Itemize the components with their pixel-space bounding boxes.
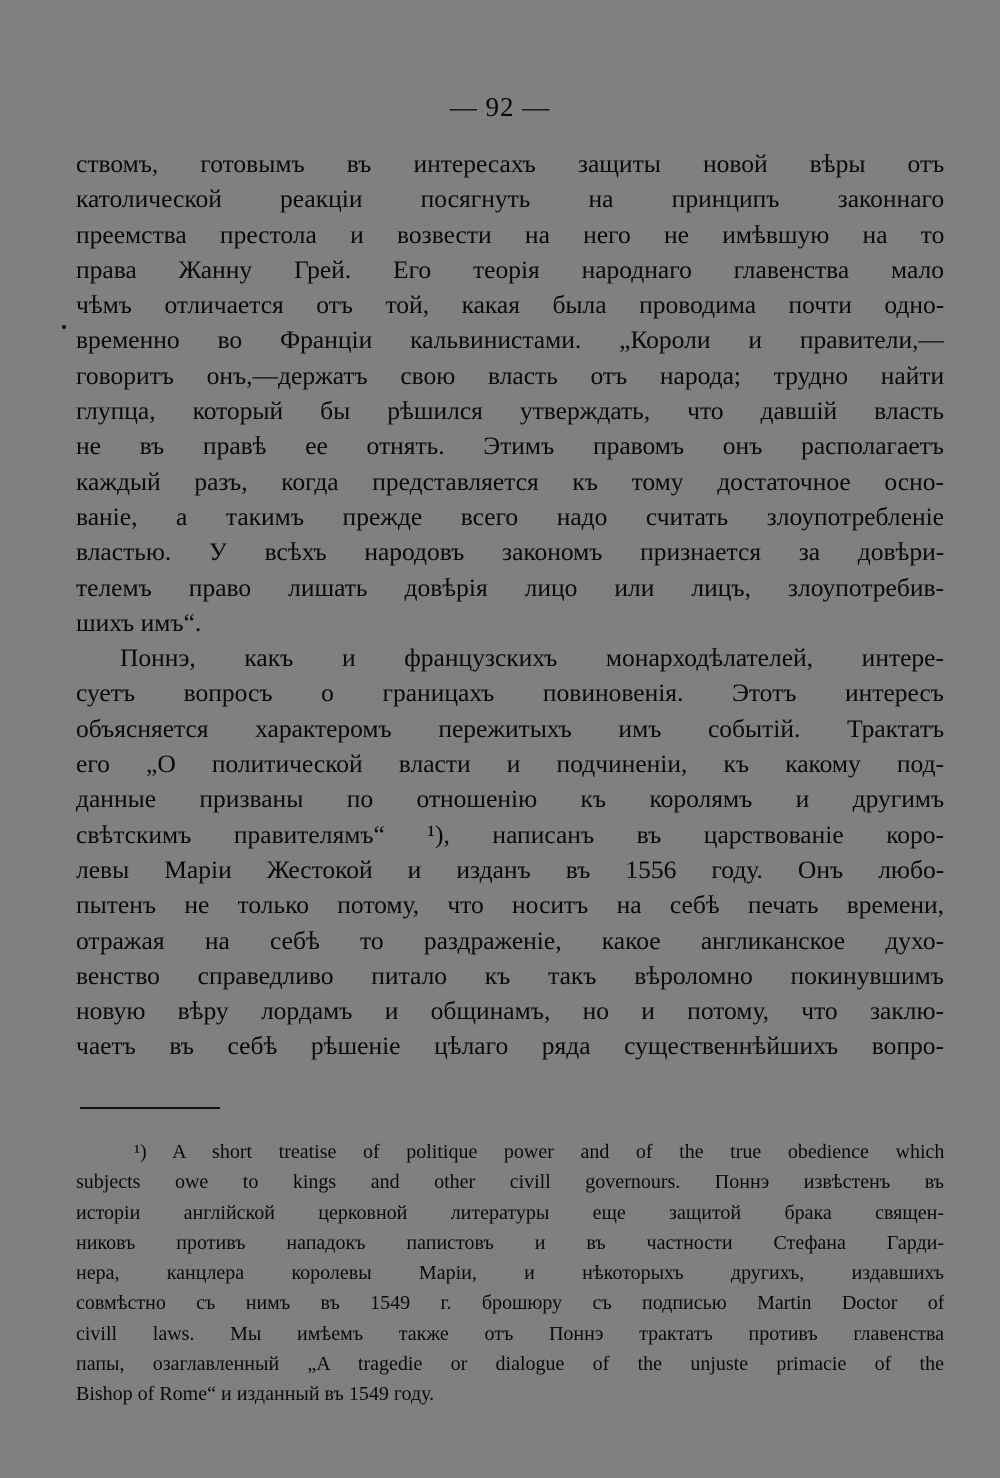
text-line: каждый разъ, когда представляется къ тому достаточное осно- <box>76 466 944 496</box>
text-line: новую вѣру лордамъ и общинамъ, но и потому, что заклю- <box>76 996 944 1026</box>
text-line: свѣтскимъ правителямъ“ ¹), написанъ въ царствованіе коро- <box>76 819 944 849</box>
text-line: властью. У всѣхъ народовъ закономъ признается за довѣри- <box>76 537 944 567</box>
text-line: католической реакціи посягнуть на принципъ законнаго <box>76 184 944 214</box>
footnote-line: civill laws. Мы имѣемъ также отъ Поннэ трактатъ противъ главенства <box>76 1322 944 1345</box>
text-line: суетъ вопросъ о границахъ повиновенія. Этотъ интересъ <box>76 678 944 708</box>
text-line: левы Маріи Жестокой и изданъ въ 1556 году. Онъ любо- <box>76 854 944 884</box>
ink-speck <box>62 325 66 329</box>
text-line: ствомъ, готовымъ въ интересахъ защиты новой вѣры отъ <box>76 149 944 178</box>
text-line: говоритъ онъ,—держатъ свою власть отъ народа; трудно найти <box>76 360 944 390</box>
footnote-line: папы, озаглавленный „A tragedie or dialogue of the unjuste primacie of the <box>76 1353 944 1376</box>
paragraph-2 <box>76 640 944 1064</box>
text-line: глупца, который бы рѣшился утверждать, что давшій власть <box>76 396 944 426</box>
text-line: ваніе, а такимъ прежде всего надо считать злоупотребленіе <box>76 501 944 531</box>
main-text <box>76 146 944 1064</box>
footnote-line: subjects owe to kings and other civill governours. Поннэ извѣстенъ въ <box>76 1171 944 1194</box>
text-line: венство справедливо питало къ такъ вѣроломно покинувшимъ <box>76 960 944 990</box>
text-line: не въ правѣ ее отнять. Этимъ правомъ онъ располагаетъ <box>76 431 944 461</box>
text-line: шихъ имъ“. <box>76 607 202 637</box>
page-number: — 92 — <box>449 92 551 122</box>
text-line: преемства престола и возвести на него не имѣвшую на то <box>76 219 944 249</box>
paragraph-1 <box>76 146 944 640</box>
text-line: данные призваны по отношенію къ королямъ и другимъ <box>76 784 944 814</box>
footnote-line: Bishop of Rome“ и изданный въ 1549 году. <box>76 1383 435 1406</box>
footnote-line: ¹) A short treatise of politique power and of the true obedience which <box>134 1141 944 1163</box>
footnote-line: совмѣстно съ нимъ въ 1549 г. брошюру съ подписью Martin Doctor of <box>76 1292 944 1315</box>
text-line: пытенъ не только потому, что носитъ на себѣ печать времени, <box>76 890 944 920</box>
text-line: отражая на себѣ то раздраженіе, какое англиканское духо- <box>76 925 944 955</box>
text-line: Поннэ, какъ и французскихъ монарходѣлателей, интере- <box>120 643 944 673</box>
text-line: его „О политической власти и подчиненіи, къ какому под- <box>76 749 944 779</box>
text-line: права Жанну Грей. Его теорія народнаго главенства мало <box>76 254 944 284</box>
footnote-separator <box>80 1107 220 1109</box>
text-line: чаетъ въ себѣ рѣшеніе цѣлаго ряда существеннѣйшихъ вопро- <box>76 1031 944 1061</box>
footnote-line: нера, канцлера королевы Маріи, и нѣкоторыхъ другихъ, издавшихъ <box>76 1262 944 1285</box>
footnote <box>76 1137 944 1410</box>
footnote-line: никовъ противъ нападокъ папистовъ и въ частности Стефана Гарди- <box>76 1231 944 1254</box>
text-line: чѣмъ отличается отъ той, какая была проводима почти одно- <box>76 290 944 320</box>
text-line: временно во Франціи кальвинистами. „Короли и правители,— <box>76 325 944 355</box>
text-line: объясняется характеромъ пережитыхъ имъ событій. Трактатъ <box>76 713 944 743</box>
text-line: телемъ право лишать довѣрія лицо или лицъ, злоупотребив- <box>76 572 944 602</box>
footnote-line: исторіи англійской церковной литературы еще защитой брака священ- <box>76 1201 944 1224</box>
